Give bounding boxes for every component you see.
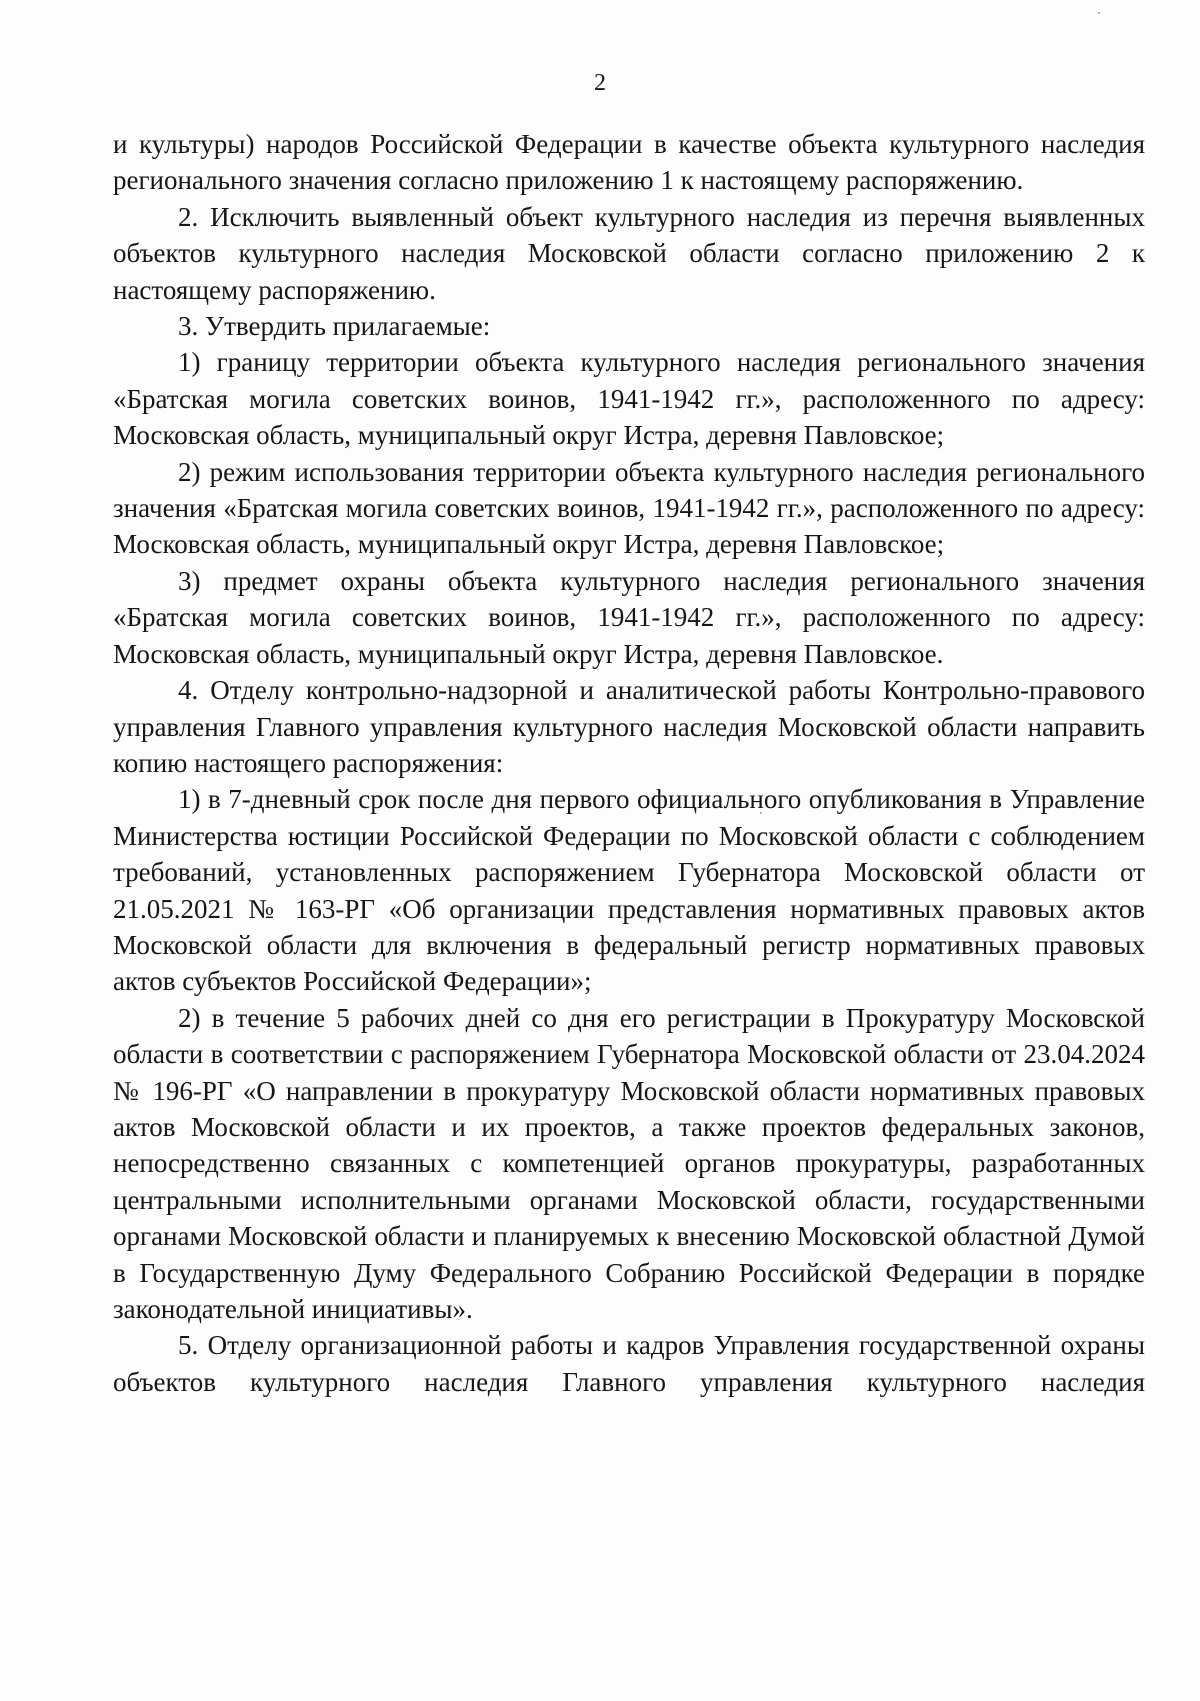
paragraph-item-3: 3. Утвердить прилагаемые:	[178, 311, 491, 342]
paragraph-item-3-3: 3) предмет охраны объекта культурного наследия регионального значения «Братская могила советских воинов, 1941-1942 гг.», расположенного по адресу: Московская область, муниципальный округ Истра, деревня Павловское.	[113, 565, 1145, 669]
paragraph-item-3-2: 2) режим использования территории объекта культурного наследия регионального значения «Братская могила советских воинов, 1941-1942 гг.», расположенного по адресу: Московская область, муниципальный округ Истра, деревня Павловское;	[113, 456, 1145, 560]
paragraph-item-4-2: 2) в течение 5 рабочих дней со дня его регистрации в Прокуратуру Московской области в соответствии с распоряжением Губернатора Московской области от 23.04.2024 № 196-РГ «О направлении в прокуратуру Московской области нормативных правовых актов Московской области и их проектов, а также проектов федеральных законов, непосредственно связанных с компетенцией органов прокуратуры, разработанных центральными исполнительными органами Московской области, государственными органами Московской области и планируемых к внесению Московской областной Думой в Государственную Думу Федерального Собранию Российской Федерации в порядке законодательной инициативы».	[113, 1002, 1145, 1324]
paragraph-continuation: и культуры) народов Российской Федерации в качестве объекта культурного наследия регионального значения согласно приложению 1 к настоящему распоряжению.	[113, 129, 1145, 196]
document-body	[113, 126, 1145, 1400]
page-number: 2	[594, 70, 606, 96]
paragraph-item-4-1: 1) в 7-дневный срок после дня первого официального опубликования в Управление Министерства юстиции Российской Федерации по Московской области с соблюдением требований, установленных распоряжением Губернатора Московской области от 21.05.2021 № 163-РГ «Об организации представления нормативных правовых актов Московской области для включения в федеральный регистр нормативных правовых актов субъектов Российской Федерации»;	[113, 784, 1145, 997]
paragraph-item-2: 2. Исключить выявленный объект культурного наследия из перечня выявленных объектов культурного наследия Московской области согласно приложению 2 к настоящему распоряжению.	[113, 201, 1145, 305]
paragraph-item-4: 4. Отделу контрольно-надзорной и аналитической работы Контрольно-правового управления Главного управления культурного наследия Московской области направить копию настоящего распоряжения:	[113, 675, 1145, 778]
scan-speck	[1098, 12, 1100, 14]
paragraph-item-5: 5. Отделу организационной работы и кадров Управления государственной охраны объектов культурного наследия Главного управления культурного наследия	[113, 1330, 1145, 1397]
paragraph-item-3-1: 1) границу территории объекта культурного наследия регионального значения «Братская могила советских воинов, 1941-1942 гг.», расположенного по адресу: Московская область, муниципальный округ Истра, деревня Павловское;	[113, 347, 1145, 451]
